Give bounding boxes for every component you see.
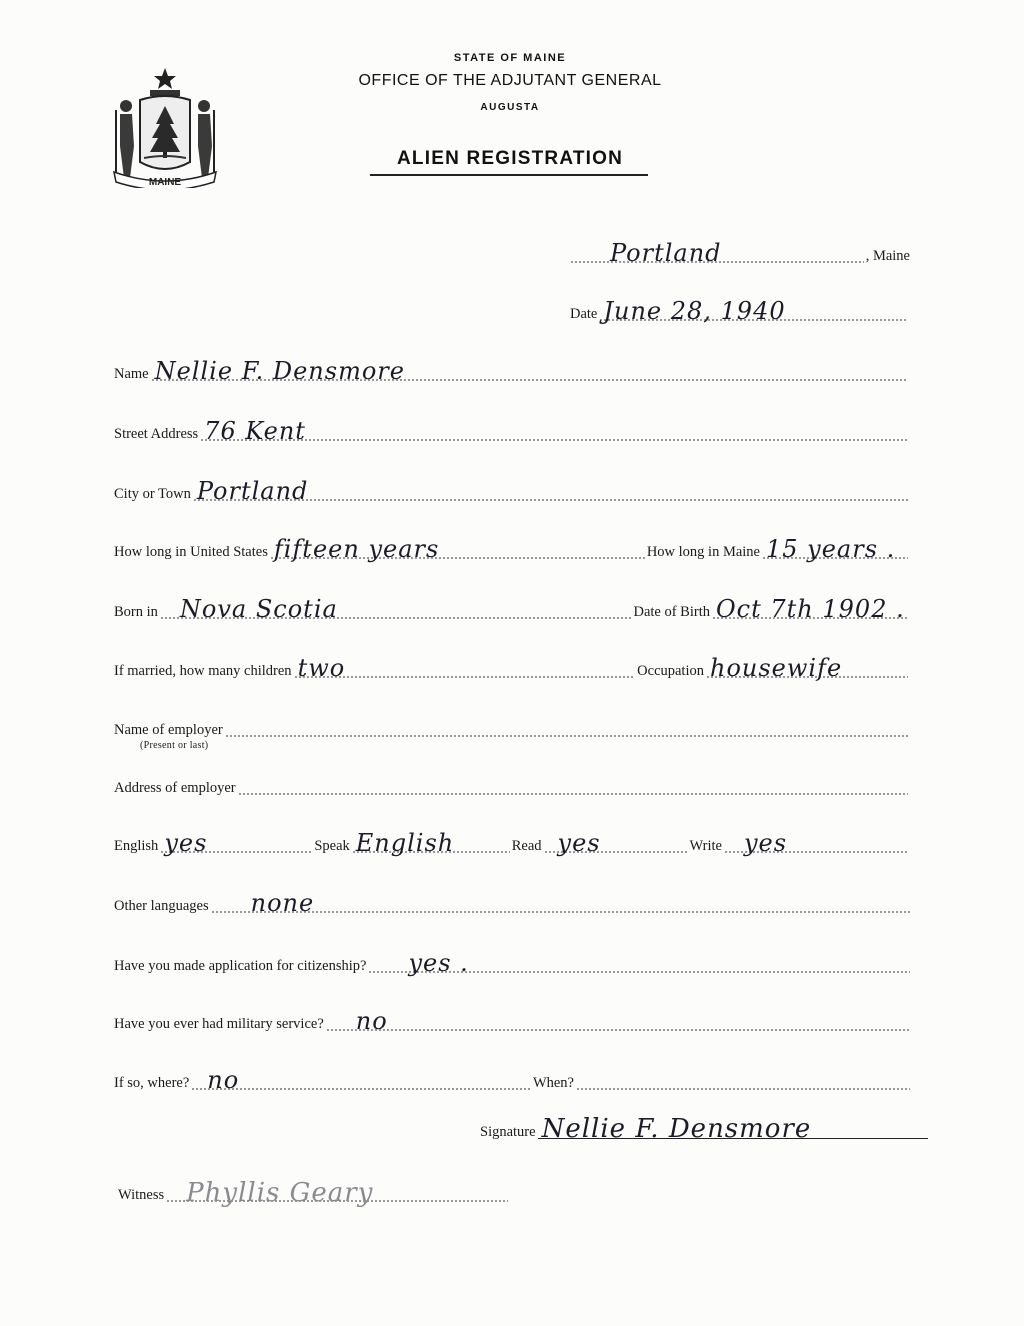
town-field[interactable] [570, 239, 864, 267]
us-value: fifteen years [273, 535, 440, 563]
dob-label: Date of Birth [633, 604, 710, 620]
speak-label: Speak [314, 838, 350, 854]
write-label: Write [689, 838, 722, 854]
occupation-value: housewife [710, 654, 843, 682]
street-label: Street Address [114, 426, 199, 442]
military-row [114, 1007, 912, 1035]
form-title: ALIEN REGISTRATION [396, 148, 624, 169]
date-label: Date [570, 306, 598, 322]
header-city: AUGUSTA [480, 102, 540, 113]
employer-address-row [114, 780, 910, 798]
street-value: 76 Kent [204, 417, 306, 445]
emp-addr-field[interactable] [238, 793, 908, 795]
when-label: When? [532, 1075, 574, 1091]
speak-field[interactable] [352, 829, 510, 857]
read-field[interactable] [544, 829, 688, 857]
citizenship-value: yes . [408, 949, 469, 977]
when-field[interactable] [576, 1088, 910, 1090]
town-suffix-label: , Maine [865, 248, 910, 264]
citizenship-label: Have you made application for citizenship? [114, 958, 367, 974]
signature-label: Signature [480, 1124, 536, 1140]
name-field[interactable] [151, 357, 908, 385]
dob-value: Oct 7th 1902 . [716, 595, 905, 623]
town-value: Portland [610, 239, 722, 267]
date-value: June 28, 1940 [603, 297, 786, 325]
street-field[interactable] [200, 417, 908, 445]
name-label: Name [114, 366, 149, 382]
city-row [114, 477, 910, 505]
town-row [568, 239, 910, 267]
maine-label: How long in Maine [646, 544, 760, 560]
military-value: no [355, 1007, 388, 1035]
employer-sublabel: (Present or last) [140, 740, 209, 751]
witness-field[interactable] [166, 1178, 508, 1208]
city-label: City or Town [114, 486, 191, 502]
speak-value: English [355, 829, 455, 857]
english-label: English [114, 838, 159, 854]
us-label: How long in United States [114, 544, 268, 560]
header-office: OFFICE OF THE ADJUTANT GENERAL [358, 72, 662, 89]
other-lang-field[interactable] [211, 889, 910, 917]
maine-value: 15 years . [766, 535, 896, 563]
other-languages-row [114, 889, 912, 917]
employer-row [114, 722, 910, 740]
write-value: yes [743, 829, 788, 857]
read-value: yes [557, 829, 601, 857]
english-value: yes [164, 829, 208, 857]
born-label: Born in [114, 604, 158, 620]
name-value: Nellie F. Densmore [154, 357, 405, 385]
write-field[interactable] [724, 829, 908, 857]
date-field[interactable] [599, 297, 908, 325]
where-field[interactable] [191, 1066, 531, 1094]
header-state: STATE OF MAINE [453, 52, 567, 64]
english-field[interactable] [160, 829, 312, 857]
residence-row [114, 535, 910, 563]
emp-addr-label: Address of employer [114, 780, 236, 796]
maine-field[interactable] [762, 535, 908, 563]
birth-row [114, 595, 910, 623]
name-row [114, 357, 910, 385]
employer-field[interactable] [225, 735, 908, 737]
witness-value: Phyllis Geary [186, 1178, 374, 1208]
maine-state-seal-icon [110, 66, 220, 188]
citizenship-row [114, 949, 912, 977]
occupation-label: Occupation [637, 663, 704, 679]
born-field[interactable] [160, 595, 632, 623]
us-field[interactable] [270, 535, 645, 563]
signature-row [480, 1114, 930, 1144]
language-row [114, 829, 910, 857]
city-field[interactable] [193, 477, 908, 505]
military-field[interactable] [326, 1007, 910, 1035]
where-label: If so, where? [114, 1075, 190, 1091]
signature-value: Nellie F. Densmore [541, 1114, 812, 1144]
witness-row [118, 1178, 510, 1208]
seal-banner-text: MAINE [148, 177, 182, 188]
where-value: no [207, 1066, 240, 1094]
occupation-field[interactable] [706, 654, 908, 682]
citizenship-field[interactable] [368, 949, 910, 977]
born-value: Nova Scotia [179, 595, 338, 623]
read-label: Read [511, 838, 542, 854]
service-detail-row [114, 1066, 912, 1094]
street-row [114, 417, 910, 445]
dob-field[interactable] [712, 595, 908, 623]
military-label: Have you ever had military service? [114, 1016, 324, 1032]
signature-field[interactable] [538, 1114, 928, 1144]
witness-label: Witness [118, 1187, 165, 1203]
employer-label: Name of employer [114, 722, 223, 738]
title-underline [370, 174, 648, 176]
other-lang-label: Other languages [114, 898, 209, 914]
date-row [570, 297, 910, 325]
children-label: If married, how many children [114, 663, 292, 679]
city-value: Portland [196, 477, 309, 505]
family-row [114, 654, 910, 682]
children-value: two [297, 654, 346, 682]
other-lang-value: none [250, 889, 315, 917]
children-field[interactable] [294, 654, 636, 682]
